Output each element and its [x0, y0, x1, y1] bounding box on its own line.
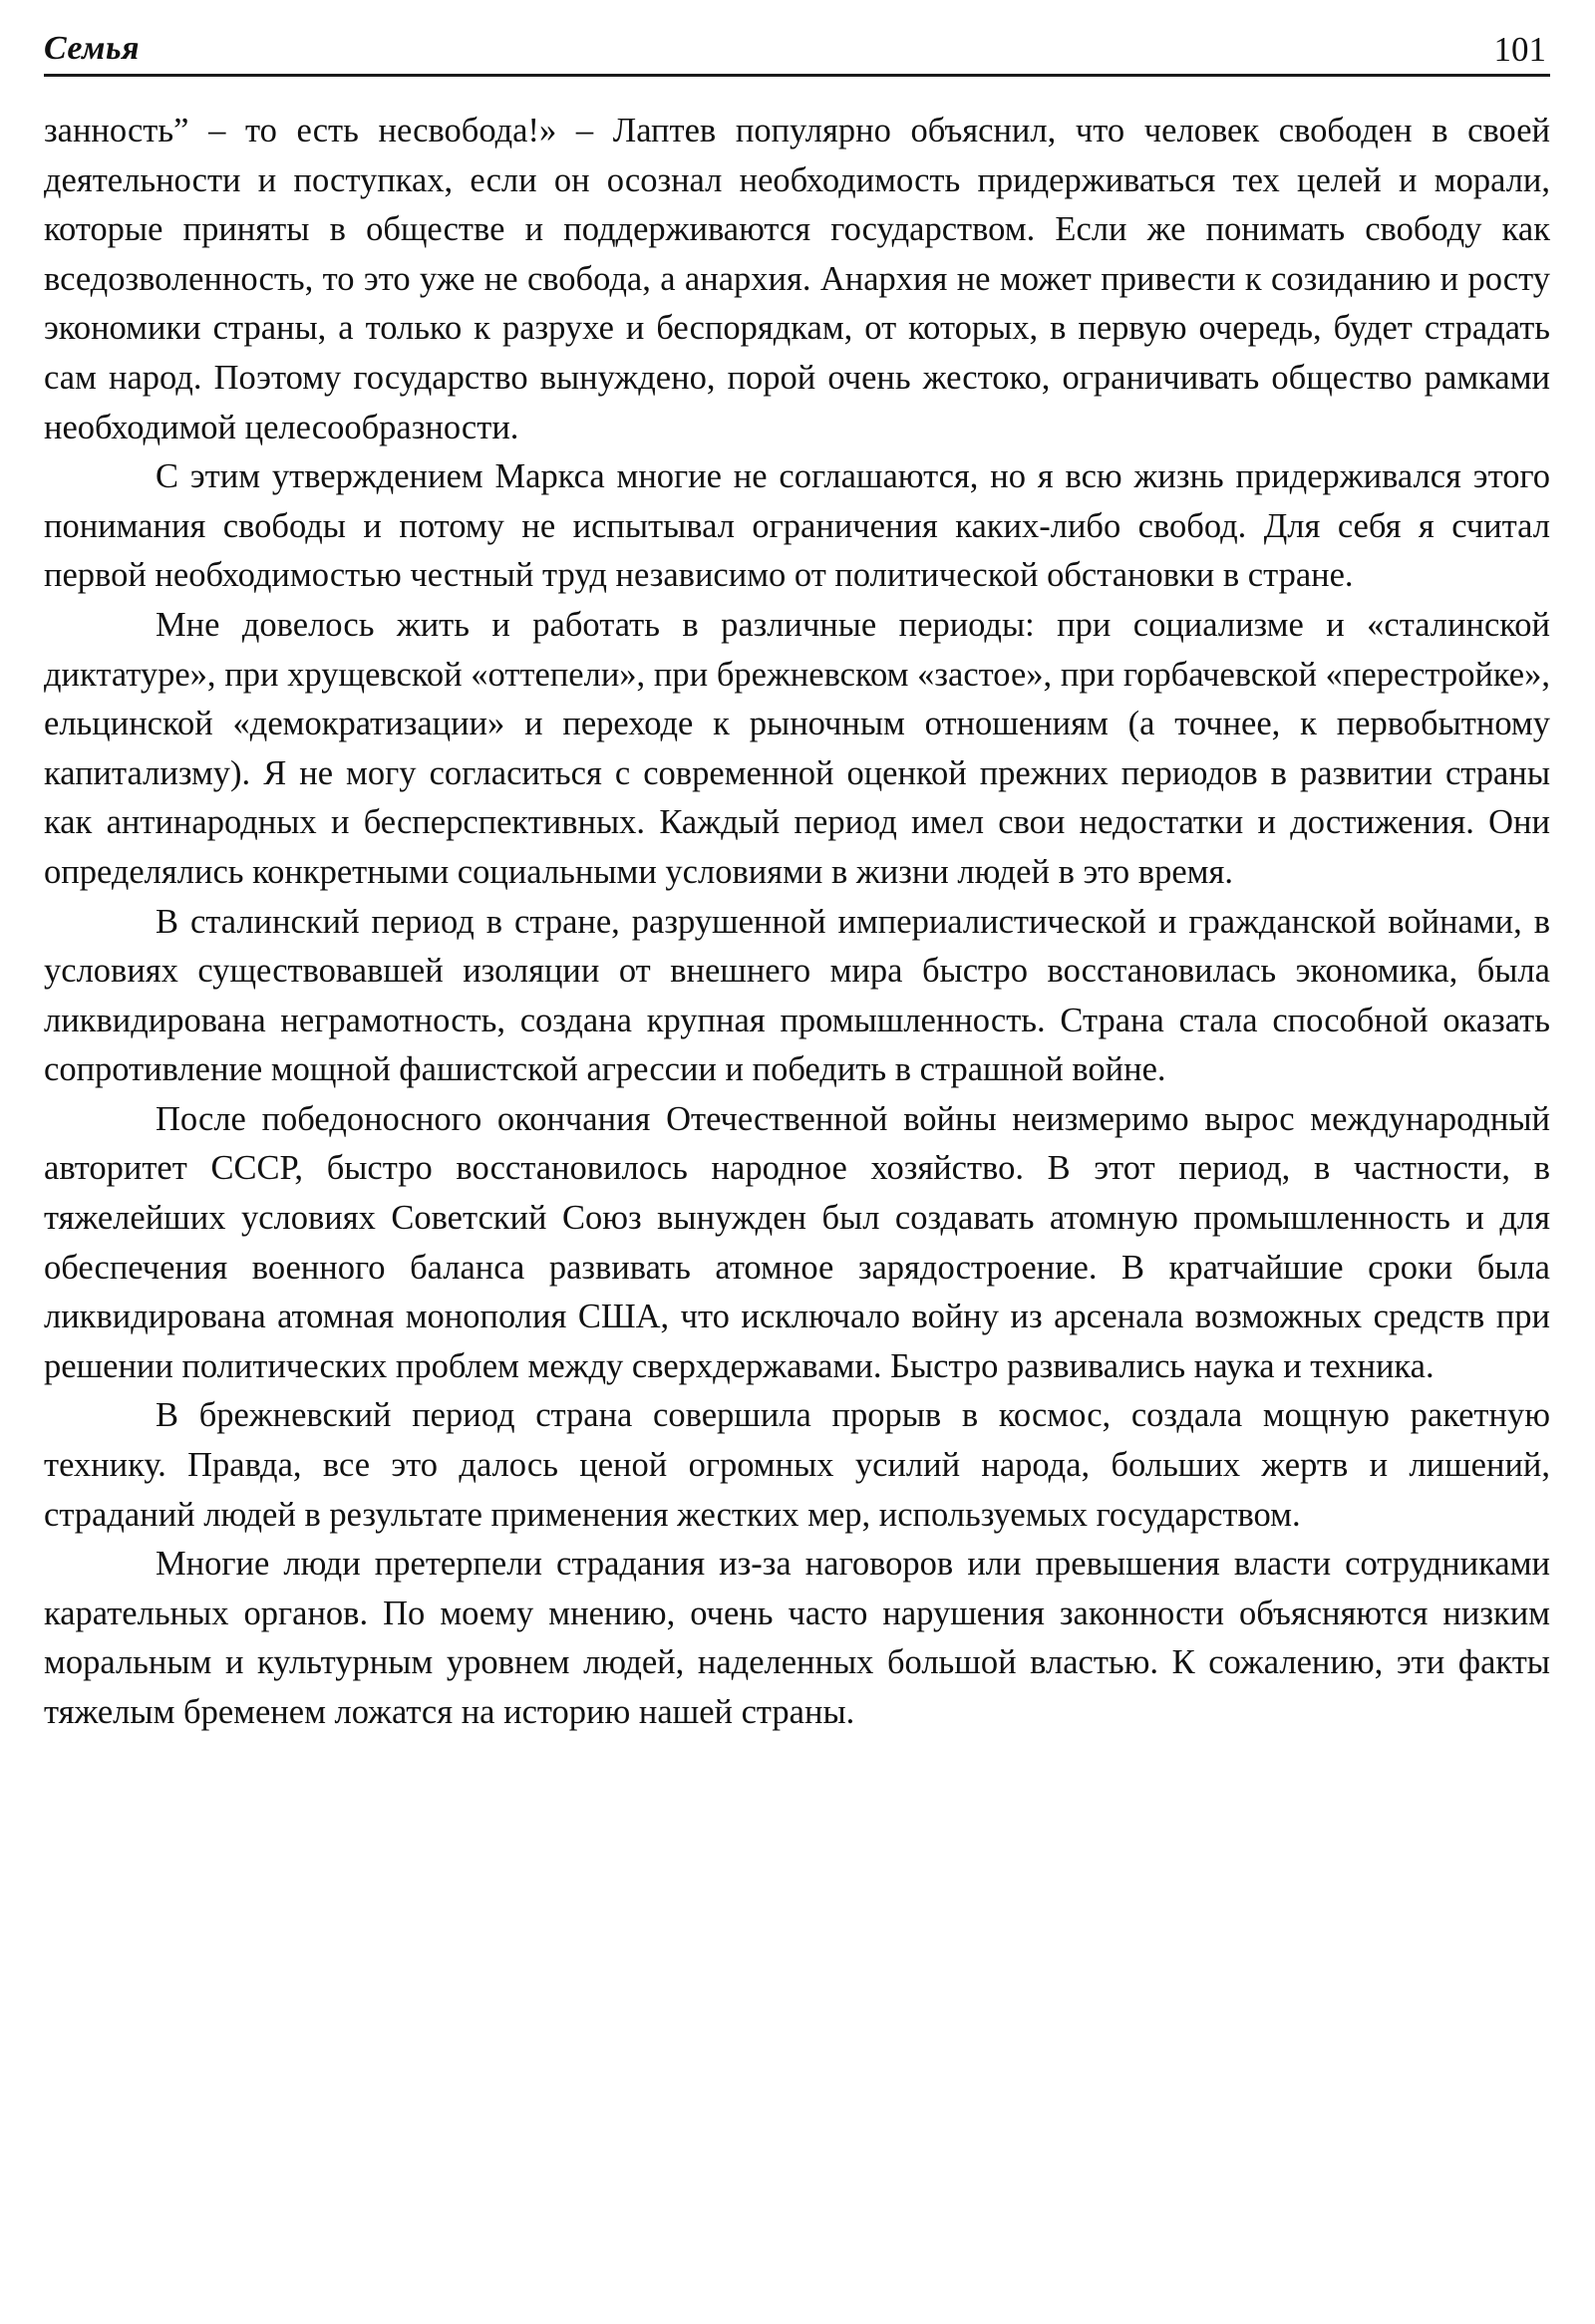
paragraph: С этим утверждением Маркса многие не соглашаются, но я всю жизнь придерживался этого понимания свободы и потому не испытывал ограничения каких-либо свобод. Для себя я считал первой необходимостью честный труд независимо от политической обстановки в стране. — [44, 457, 1550, 595]
paragraph: Многие люди претерпели страдания из-за наговоров или превышения власти сотрудниками карательных органов. По моему мнению, очень часто нарушения законности объясняются низким моральным и культурным уровнем людей, наделенных большой властью. К сожалению, эти факты тяжелым бременем ложатся на историю нашей страны. — [44, 1545, 1550, 1731]
paragraph: После победоносного окончания Отечественной войны неизмеримо вырос международный авторитет СССР, быстро восстановилось народное хозяйство. В этот период, в частности, в тяжелейших условиях Советский Союз вынужден был создавать атомную промышленность и для обеспечения военного баланса развивать атомное зарядостроение. В кратчайшие сроки была ликвидирована атомная монополия США, что исключало войну из арсенала возможных средств при решении политических проблем между сверхдержавами. Быстро развивались наука и техника. — [44, 1099, 1550, 1385]
page-number: 101 — [1493, 30, 1546, 69]
paragraph: В сталинский период в стране, разрушенной империалистической и гражданской войнами, в условиях существовавшей изоляции от внешнего мира быстро восстановилась экономика, была ликвидирована неграмотность, создана крупная промышленность. Страна стала способной оказать сопротивление мощной фашистской агрессии и победить в страшной войне. — [44, 902, 1550, 1089]
running-header — [44, 28, 1550, 77]
body-text — [44, 107, 1550, 1738]
paragraph: В брежневский период страна совершила прорыв в космос, создала мощную ракетную технику. Правда, все это далось ценой огромных усилий народа, больших жертв и лишений, страданий людей в результате применения жестких мер, используемых государством. — [44, 1396, 1550, 1534]
paragraph-continued: занность” – то есть несвобода!» – Лаптев популярно объяснил, что человек свободен в своей деятельности и поступках, если он осознал необходимость придерживаться тех целей и морали, которые приняты в обществе и поддерживаются государством. Если же понимать свободу как вседозволенность, то это уже не свобода, а анархия. Анархия не может привести к созиданию и росту экономики страны, а только к разрухе и беспорядкам, от которых, в первую очередь, будет страдать сам народ. Поэтому государство вынуждено, порой очень жестоко, ограничивать общество рамками необходимой целесообразности. — [44, 112, 1550, 446]
section-title: Семья — [44, 30, 140, 67]
paragraph: Мне довелось жить и работать в различные периоды: при социализме и «сталинской диктатуре», при хрущевской «оттепели», при брежневском «застое», при горбачевской «перестройке», ельцинской «демократизации» и переходе к рыночным отношениям (а точнее, к первобытному капитализму). Я не могу согласиться с современной оценкой прежних периодов в развитии страны как антинародных и бесперспективных. Каждый период имел свои недостатки и достижения. Они определялись конкретными социальными условиями в жизни людей в это время. — [44, 605, 1550, 891]
book-page — [44, 28, 1550, 1738]
